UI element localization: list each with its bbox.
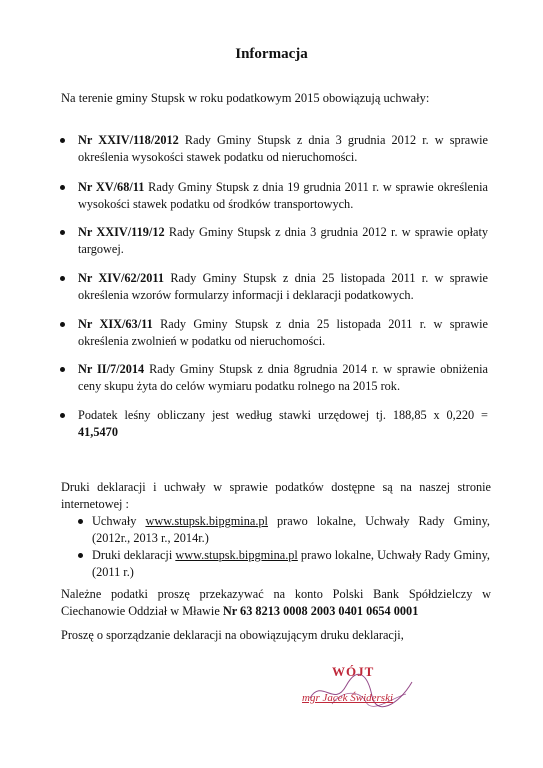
stamp-title: WÓJT bbox=[332, 664, 375, 679]
bullet-icon bbox=[60, 138, 65, 143]
info-item-prefix: Uchwały bbox=[92, 514, 146, 528]
bullet-icon bbox=[60, 413, 65, 418]
resolution-text: Rady Gminy Stupsk z dnia 19 grudnia 2011 r. w sprawie określenia wysokości stawek podatku od środków transportowych. bbox=[78, 180, 489, 211]
info-paragraph: Druki deklaracji i uchwały w sprawie podatków dostępne są na naszej stronie internetowej : bbox=[61, 480, 491, 511]
forest-tax-item bbox=[78, 407, 488, 441]
resolution-number: Nr II/7/2014 bbox=[78, 362, 145, 376]
bullet-icon bbox=[60, 322, 65, 327]
request-text: Proszę o sporządzanie deklaracji na obowiązującym druku deklaracji, bbox=[61, 628, 404, 642]
forest-tax-text: Podatek leśny obliczany jest według stawki urzędowej tj. 188,85 x 0,220 = bbox=[78, 408, 488, 422]
resolution-text: Rady Gminy Stupsk z dnia 8grudnia 2014 r. w sprawie obniżenia ceny skupu żyta do celów wymiaru podatku rolnego na 2015 rok. bbox=[78, 362, 488, 393]
bullet-icon bbox=[60, 367, 65, 372]
signature-stamp bbox=[302, 664, 442, 712]
document-title: Informacja bbox=[235, 46, 308, 62]
list-item bbox=[78, 316, 488, 350]
list-item bbox=[78, 361, 488, 395]
bullet-icon bbox=[78, 553, 83, 558]
account-paragraph bbox=[61, 586, 491, 620]
bullet-icon bbox=[78, 519, 83, 524]
list-item bbox=[78, 224, 488, 258]
info-item-suffix: prawo lokalne, Uchwały Rady Gminy, (2012r., 2013 r., 2014r.) bbox=[92, 514, 491, 545]
resolution-number: Nr XXIV/118/2012 bbox=[78, 133, 179, 147]
resolution-text: Rady Gminy Stupsk z dnia 25 listopada 2011 r. w sprawie określenia wzorów formularzy informacji i deklaracji podatkowych. bbox=[78, 271, 488, 302]
list-item bbox=[78, 132, 488, 166]
intro-text: Na terenie gminy Stupsk w roku podatkowym 2015 obowiązują uchwały: bbox=[61, 91, 430, 105]
resolution-number: Nr XIV/62/2011 bbox=[78, 271, 165, 285]
bullet-icon bbox=[60, 185, 65, 190]
list-item bbox=[92, 513, 490, 547]
resolution-number: Nr XXIV/119/12 bbox=[78, 225, 165, 239]
account-text: Należne podatki proszę przekazywać na konto Polski Bank Spółdzielczy w Ciechanowie Oddział w Mławie bbox=[61, 587, 491, 618]
resolution-number: Nr XIX/63/11 bbox=[78, 317, 153, 331]
list-item bbox=[78, 270, 488, 304]
info-item-suffix: prawo lokalne, Uchwały Rady Gminy, (2011 r.) bbox=[92, 548, 491, 579]
resolution-text: Rady Gminy Stupsk z dnia 3 grudnia 2012 r. w sprawie określenia wysokości stawek podatku od nieruchomości. bbox=[78, 133, 489, 164]
forest-tax-value: 41,5470 bbox=[78, 425, 118, 439]
bip-link[interactable]: www.stupsk.bipgmina.pl bbox=[145, 514, 268, 528]
bullet-icon bbox=[60, 230, 65, 235]
resolution-number: Nr XV/68/11 bbox=[78, 180, 145, 194]
list-item bbox=[92, 547, 490, 581]
bullet-icon bbox=[60, 276, 65, 281]
stamp-name: mgr Jacek Świderski bbox=[302, 692, 394, 704]
bip-link[interactable]: www.stupsk.bipgmina.pl bbox=[175, 548, 298, 562]
account-number: Nr 63 8213 0008 2003 0401 0654 0001 bbox=[222, 604, 419, 618]
resolution-text: Rady Gminy Stupsk z dnia 3 grudnia 2012 r. w sprawie opłaty targowej. bbox=[78, 225, 489, 256]
list-item bbox=[78, 179, 488, 213]
resolution-text: Rady Gminy Stupsk z dnia 25 listopada 2011 r. w sprawie określenia zwolnień w podatku od nieruchomości. bbox=[78, 317, 488, 348]
info-item-prefix: Druki deklaracji bbox=[92, 548, 176, 562]
